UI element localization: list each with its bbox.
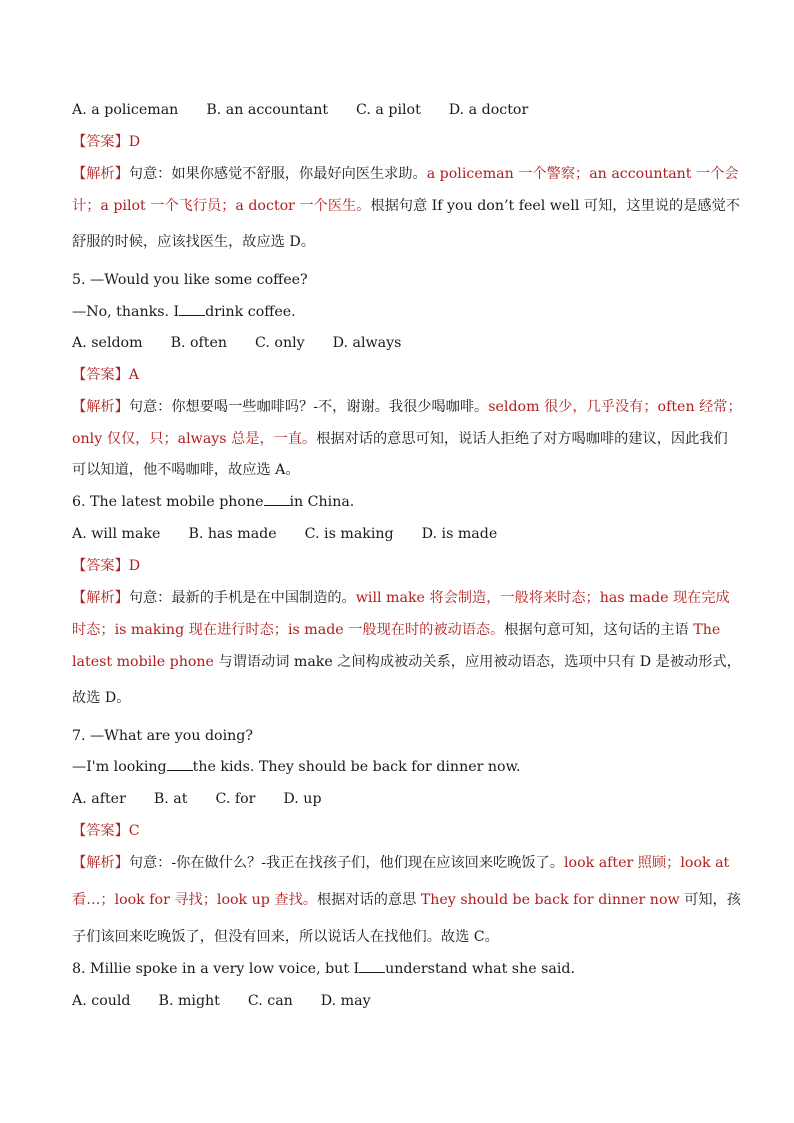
q5-stem: 5. —Would you like some coffee? [72, 272, 308, 288]
q7-option-b: B. at [153, 791, 188, 807]
q7-option-c: C. for [215, 791, 256, 807]
q5-answer [72, 365, 724, 385]
explanation-text-segment: They should be back for dinner now [416, 892, 680, 908]
explanation-text-segment: 舒服的时候，应该找医生，故应选 D。 [72, 234, 315, 250]
q5-blank [179, 303, 205, 316]
q8-stem-start: 8. Millie spoke in a very low voice, but I [72, 961, 360, 977]
q5-option-c: C. only [255, 335, 305, 351]
q6-stem [72, 492, 724, 512]
explanation-label: 【解析】 [72, 855, 129, 871]
explanation-text-segment: 句意：-你在做什么？-我正在找孩子们，他们现在应该回来吃晚饭了。 [128, 855, 564, 871]
explanation-text-segment: seldom 很少，几乎没有；often 经常； [488, 399, 742, 415]
q5-reply-start: —No, thanks. I [72, 304, 180, 320]
q7-explanation-line-3 [72, 927, 724, 947]
q6-explanation-line-1 [72, 588, 730, 608]
explanation-text-segment: The [688, 622, 721, 638]
q4-option-c: C. a pilot [356, 102, 421, 118]
q7-option-d: D. up [283, 791, 322, 807]
q5-option-b: B. often [170, 335, 228, 351]
explanation-text-segment: look after 照顾；look at [563, 855, 730, 871]
q6-option-d: D. is made [421, 526, 498, 542]
q7-options [72, 789, 724, 809]
q7-answer [72, 821, 724, 841]
q8-options [72, 991, 724, 1011]
q7-explanation-line-1 [72, 853, 730, 873]
q5-reply-end: drink coffee. [205, 304, 296, 320]
answer-value: D [128, 558, 141, 574]
q5-options [72, 333, 724, 353]
explanation-text-segment: 看…；look for 寻找；look up 查找。 [72, 892, 317, 908]
explanation-text-segment: 可以知道，他不喝咖啡，故应选 A。 [72, 462, 300, 478]
explanation-text-segment: 时态；is making 现在进行时态；is made 一般现在时的被动语态。 [72, 622, 505, 638]
answer-value: C [128, 823, 140, 839]
answer-label: 【答案】 [72, 823, 129, 839]
q8-stem-end: understand what she said. [385, 961, 575, 977]
q6-stem-start: 6. The latest mobile phone [72, 494, 264, 510]
q8-option-c: C. can [247, 993, 293, 1009]
explanation-text-segment: will make 将会制造，一般将来时态；has made 现在完成 [355, 590, 730, 606]
q6-options [72, 524, 724, 544]
explanation-text-segment: 句意：你想要喝一些咖啡吗？-不，谢谢。我很少喝咖啡。 [128, 399, 489, 415]
answer-label: 【答案】 [72, 558, 129, 574]
explanation-text-segment: 根据对话的意思 [316, 892, 417, 908]
explanation-text-segment: only 仅仅，只；always 总是，一直。 [72, 431, 317, 447]
q5-option-d: D. always [332, 335, 402, 351]
q7-stem: 7. —What are you doing? [72, 728, 253, 744]
q5-explanation-line-2 [72, 429, 728, 449]
answer-label: 【答案】 [72, 134, 129, 150]
q7-explanation-line-2 [72, 890, 741, 910]
explanation-text-segment: 根据句意 If you don’t feel well 可知，这里说的是感觉不 [370, 198, 740, 214]
explanation-label: 【解析】 [72, 166, 129, 182]
q6-option-b: B. has made [188, 526, 277, 542]
q8-option-b: B. might [158, 993, 220, 1009]
q4-option-b: B. an accountant [206, 102, 329, 118]
q4-option-d: D. a doctor [448, 102, 529, 118]
q6-option-a: A. will make [72, 526, 161, 542]
q5-explanation-line-1 [72, 397, 742, 417]
q5-option-a: A. seldom [72, 335, 143, 351]
q7-reply-start: —I'm looking [72, 759, 167, 775]
q7-option-a: A. after [72, 791, 126, 807]
explanation-text-segment: latest mobile phone [72, 654, 214, 670]
q6-option-c: C. is making [304, 526, 394, 542]
q8-option-d: D. may [320, 993, 371, 1009]
q7-blank [167, 758, 193, 771]
q7-reply [72, 757, 724, 777]
q4-answer [72, 132, 724, 152]
explanation-text-segment: 计；a pilot 一个飞行员；a doctor 一个医生。 [72, 198, 371, 214]
q8-option-a: A. could [72, 993, 131, 1009]
q6-stem-end: in China. [289, 494, 355, 510]
explanation-label: 【解析】 [72, 590, 129, 606]
explanation-text-segment: a policeman 一个警察；an accountant 一个会 [426, 166, 739, 182]
q5-explanation-line-3 [72, 460, 724, 480]
answer-value: A [128, 367, 140, 383]
explanation-label: 【解析】 [72, 399, 129, 415]
explanation-text-segment: 故选 D。 [72, 690, 131, 706]
explanation-text-segment: 可知，孩 [679, 892, 741, 908]
q5-reply [72, 302, 724, 322]
q4-explanation-line-2 [72, 196, 740, 216]
q6-explanation-line-4 [72, 688, 724, 708]
explanation-text-segment: 句意：最新的手机是在中国制造的。 [128, 590, 356, 606]
explanation-text-segment: 子们该回来吃晚饭了，但没有回来，所以说话人在找他们。故选 C。 [72, 929, 499, 945]
q6-blank [264, 493, 290, 506]
explanation-text-segment: 根据对话的意思可知，说话人拒绝了对方喝咖啡的建议，因此我们 [316, 431, 728, 447]
answer-label: 【答案】 [72, 367, 129, 383]
q8-stem [72, 959, 724, 979]
explanation-text-segment: 句意：如果你感觉不舒服，你最好向医生求助。 [128, 166, 427, 182]
q4-options [72, 100, 724, 120]
answer-value: D [128, 134, 141, 150]
q4-option-a: A. a policeman [72, 102, 179, 118]
explanation-text-segment: 与谓语动词 make 之间构成被动关系，应用被动语态，选项中只有 D 是被动形式， [213, 654, 741, 670]
q6-explanation-line-2 [72, 620, 724, 640]
q4-explanation-line-3 [72, 232, 724, 252]
q6-explanation-line-3 [72, 652, 741, 672]
q7-reply-end: the kids. They should be back for dinner now. [192, 759, 521, 775]
explanation-text-segment: 根据句意可知，这句话的主语 [504, 622, 689, 638]
q6-answer [72, 556, 724, 576]
q4-explanation-line-1 [72, 164, 739, 184]
q8-blank [359, 960, 385, 973]
